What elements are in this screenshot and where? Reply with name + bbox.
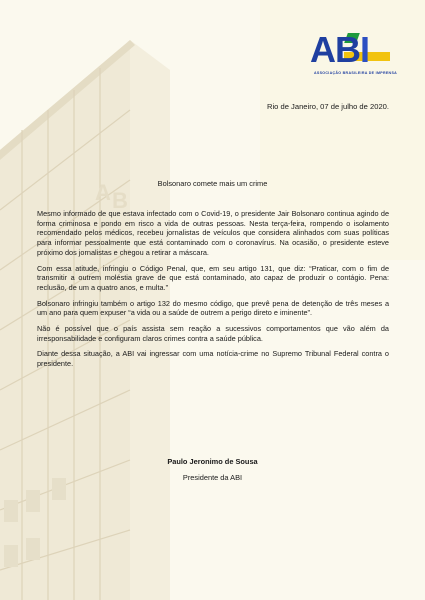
logo-letters: ABI [310,29,370,70]
paragraph: Diante dessa situação, a ABI vai ingressar com uma notícia-crime no Supremo Tribunal Federal contra o presidente. [37,349,389,369]
paragraph: Bolsonaro infringiu também o artigo 132 do mesmo código, que prevê pena de detenção de três meses a um ano para quem expuser “a vida ou a saúde de outrem a perigo direto e iminente”. [37,298,389,318]
paragraph: Com essa atitude, infringiu o Código Penal, que, em seu artigo 131, que diz: “Praticar, com o fim de transmitir a outrem moléstia grave de que está contaminado, ato capaz de produzir o contágio. Pena: reclusão, de um a quatro anos, e multa.” [37,263,389,292]
svg-text:A: A [95,180,111,205]
signatory-role: Presidente da ABI [182,473,243,482]
svg-text:B: B [112,188,128,213]
paragraph: Não é possível que o país assista sem reação a sucessivos comportamentos que vão além da irresponsabilidade e configuram claros crimes contra a saúde pública. [37,324,389,343]
logo-tagline: ASSOCIAÇÃO BRASILEIRA DE IMPRENSA [314,71,398,75]
letter-date: Rio de Janeiro, 07 de julho de 2020. [266,102,389,111]
paragraph: Mesmo informado de que estava infectado com o Covid-19, o presidente Jair Bolsonaro continua agindo de forma criminosa e pondo em risco a vida de outras pessoas. Nesta terça-feira, rompendo o isolamento recomendado pelos médicos, recebeu jornalistas de veículos que considera alinhados com suas políticas para informar pessoalmente que está contaminado com o coronavírus. Na ocasião, o presidente esteve próximo dos jornalistas e chegou a retirar a máscara. [37,209,389,257]
letter-body [37,209,389,375]
signature-block [0,457,425,482]
letter-title: Bolsonaro comete mais um crime [157,179,268,188]
signatory-name: Paulo Jeronimo de Sousa [167,457,258,466]
